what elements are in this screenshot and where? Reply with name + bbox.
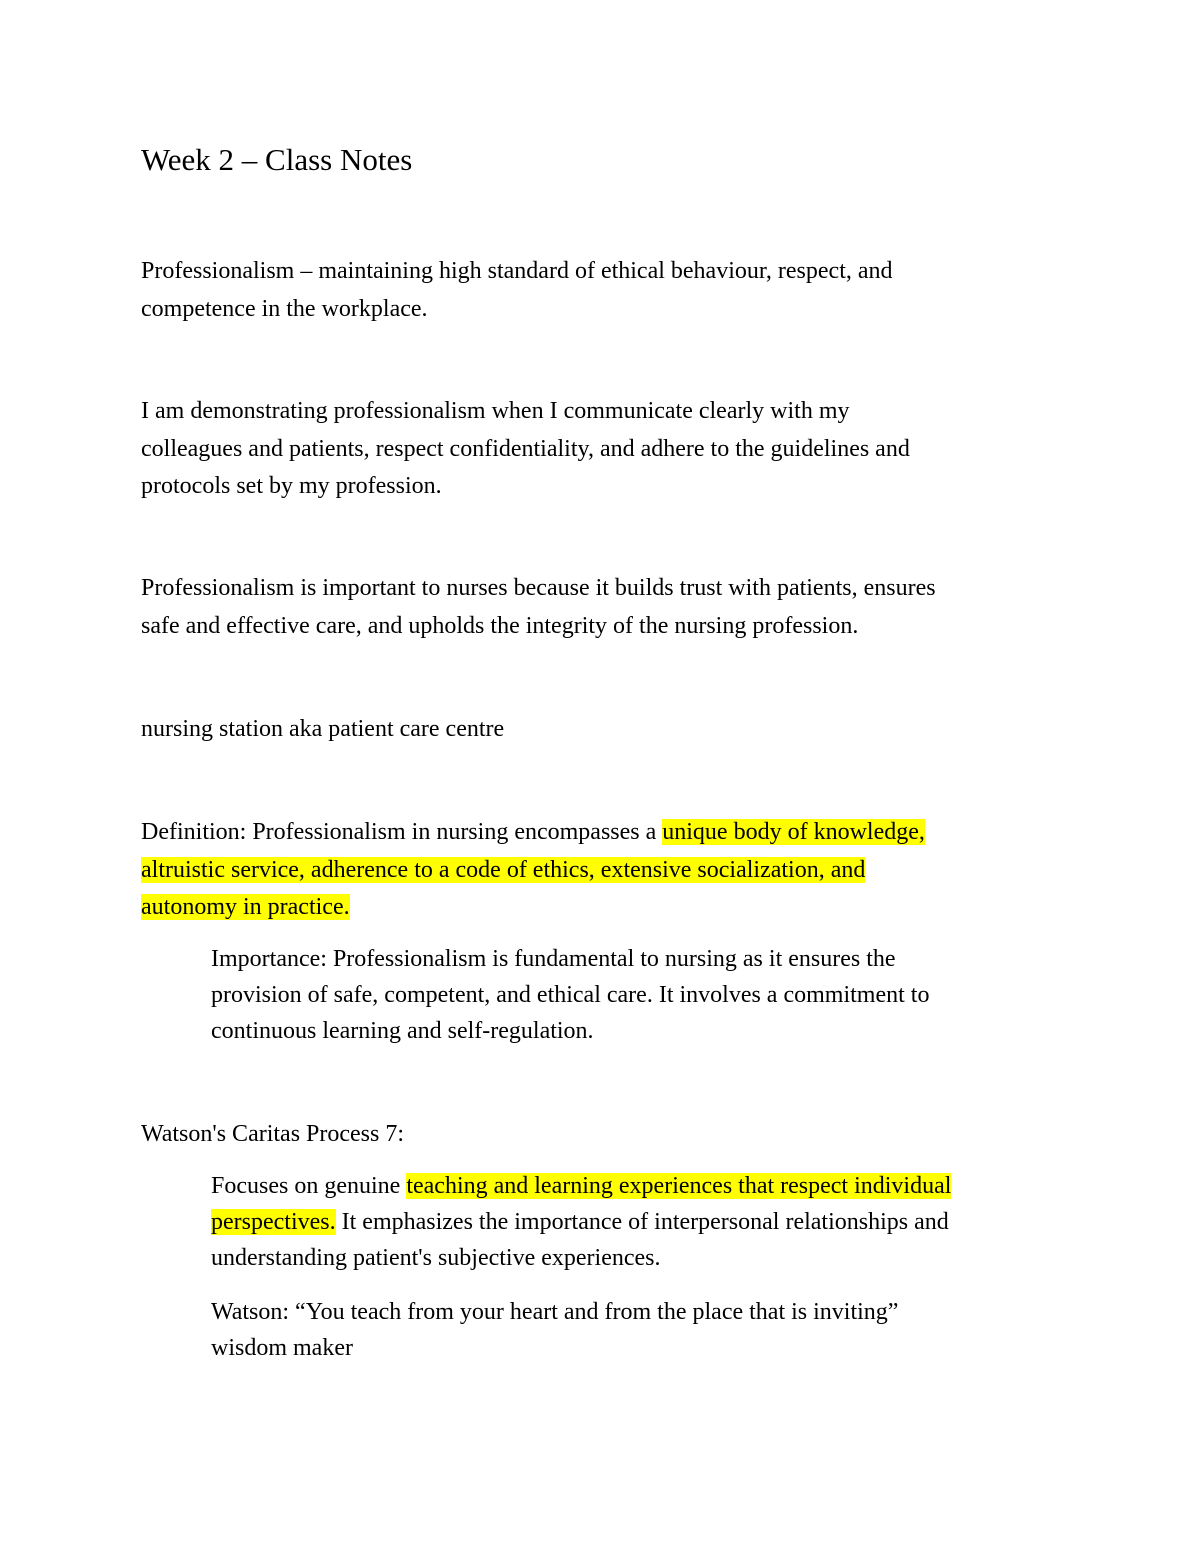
highlighted-text: autonomy in practice. [141,894,350,920]
demonstrating-paragraph: I am demonstrating professionalism when I communicate clearly with my colleagues and patients, respect confidentiality, and adhere to the guidelines and protocols set by my profession. [141,398,910,499]
nursing-station-note: nursing station aka patient care centre [141,716,505,742]
highlighted-text: perspectives. [211,1209,336,1235]
highlighted-text: teaching and learning experiences that respect individual [406,1173,952,1199]
highlighted-text: altruistic service, adherence to a code of ethics, extensive socialization, and [141,856,866,883]
watson-heading: Watson's Caritas Process 7: [141,1121,405,1147]
definition-paragraph: Definition: Professionalism in nursing encompasses a unique body of knowledge, altruistic service, adherence to a code of ethics, extensive socialization, and autonomy in practice. [141,819,925,920]
professionalism-definition: Professionalism – maintaining high standard of ethical behaviour, respect, and competence in the workplace. [141,258,893,322]
focuses-paragraph: Focuses on genuine teaching and learning experiences that respect individual perspectives. It emphasizes the importance of interpersonal relationships and understanding patient's subjective experiences. [211,1173,952,1271]
page-title: Week 2 – Class Notes [141,142,413,177]
importance-paragraph: Importance: Professionalism is fundamental to nursing as it ensures the provision of safe, competent, and ethical care. It involves a commitment to continuous learning and self-regulation. [211,946,930,1044]
highlighted-text: unique body of knowledge, [662,819,925,845]
importance-to-nurses-paragraph: Professionalism is important to nurses because it builds trust with patients, ensures safe and effective care, and upholds the integrity of the nursing profession. [141,575,936,639]
watson-quote-paragraph: Watson: “You teach from your heart and from the place that is inviting” wisdom maker [211,1299,899,1361]
